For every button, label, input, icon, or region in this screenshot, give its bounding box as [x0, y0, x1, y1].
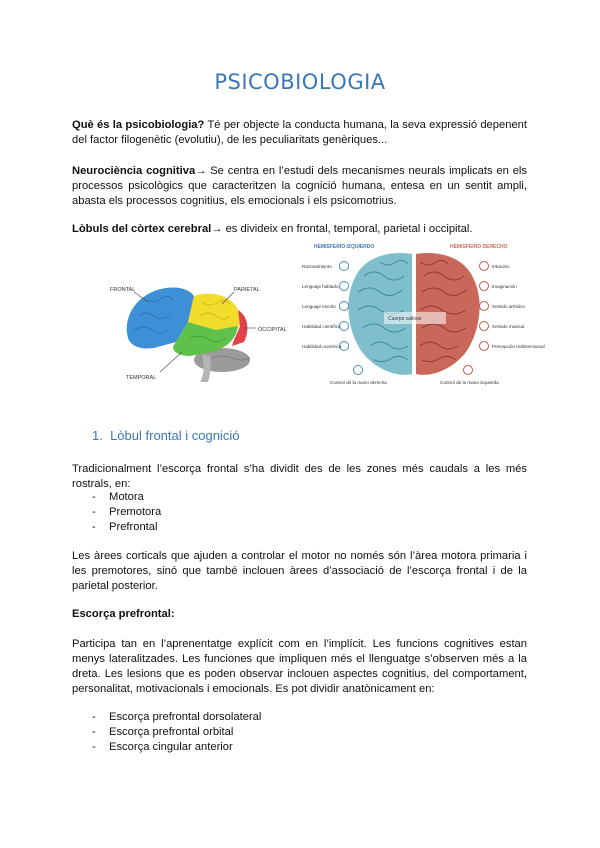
page-title: PSICOBIOLOGIA — [214, 70, 386, 94]
cortex-zones-list — [92, 490, 161, 535]
arees-paragraph: Les àrees corticals que ajuden a controlar el motor no només són l’àrea motora primaria i les premotores, sinó que també inclouen àrees d’associació de l’escorça frontal i de la parietal posterior. — [72, 550, 527, 592]
left-item-6: Control de la mano derecha — [330, 380, 387, 385]
tradicionalment-paragraph: Tradicionalment l’escorça frontal s’ha dividit des de les zones més caudals a les més rostrals, en: — [72, 463, 527, 490]
intro-text: Té per objecte la conducta humana, la seva expressió depenent del factor filogenètic (evolutiu), de les peculiaritats genèriques... — [72, 119, 527, 146]
list-item: - Prefrontal — [92, 521, 158, 533]
left-item-4: Habilidad científica — [302, 324, 341, 329]
section-1-title: Lòbul frontal i cognició — [110, 428, 240, 443]
right-item-3: Sentido artístico — [492, 304, 525, 309]
center-label: Cuerpo calloso — [388, 316, 422, 322]
label-parietal: PARIETAL — [234, 287, 260, 293]
left-item-3: Lenguaje escrito — [302, 304, 336, 309]
right-item-1: Intuición — [492, 264, 510, 269]
right-hemisphere-header: HEMISFERIO DERECHO — [450, 244, 508, 250]
prefrontal-divisions-list — [92, 710, 261, 755]
right-item-2: Imaginación — [492, 284, 517, 289]
left-item-5: Habilidad numérica — [302, 344, 342, 349]
left-item-1: Razonamiento — [302, 264, 332, 269]
right-item-5: Percepción tridimensional — [492, 344, 545, 349]
lobes-term: Lòbuls del còrtex cerebral — [72, 223, 212, 235]
label-frontal: FRONTAL — [110, 287, 136, 293]
neuro-paragraph — [72, 164, 527, 209]
participa-paragraph: Participa tan en l’aprenentatge explícit com en l’implícit. Les funcions cognitives estan menys lateralitzades. Les funciones que impliquen més el llenguatge s’observen més a la dreta. Les lesions que es poden observar inclouen aspectes cognitius, del comportament, personalitat, motivacionals i emocionals. Es pot dividir anatònicament en: — [72, 638, 527, 695]
intro-paragraph — [72, 118, 527, 148]
right-item-6: Control de la mano izquierda — [440, 380, 499, 385]
label-occipital: OCCIPITAL — [258, 327, 287, 333]
left-item-2: Lenguaje hablado — [302, 284, 339, 289]
section-1-number: 1. — [92, 428, 103, 443]
list-item: - Escorça cingular anterior — [92, 741, 233, 753]
lobes-text: → es divideix en frontal, temporal, parietal i occipital. — [211, 223, 473, 235]
hemispheres-figure — [300, 240, 545, 392]
right-item-4: Sentido musical — [492, 324, 525, 329]
list-item: - Premotora — [92, 506, 162, 518]
list-item: - Escorça prefrontal orbital — [92, 726, 234, 738]
neuro-text: → Se centra en l’estudi dels mecanismes neurals implicats en els processos psicològics que caracteritzen la cognició humana, entesa en un sentit ampli, abasta els processos cognitius, els emocionals i els psicomotrius. — [72, 165, 527, 207]
neuro-term: Neurociència cognitiva — [72, 165, 196, 177]
list-item: - Escorça prefrontal dorsolateral — [92, 711, 262, 723]
left-hemisphere-header: HEMISFERIO IZQUIERDO — [314, 244, 375, 250]
list-item: - Motora — [92, 491, 144, 503]
lobes-paragraph — [72, 222, 527, 237]
section-1-heading — [92, 428, 239, 443]
brain-lobes-figure — [104, 276, 290, 386]
intro-term: Què és la psicobiologia? — [72, 119, 205, 131]
prefrontal-heading: Escorça prefrontal: — [72, 608, 175, 620]
label-temporal: TEMPORAL — [126, 375, 157, 381]
